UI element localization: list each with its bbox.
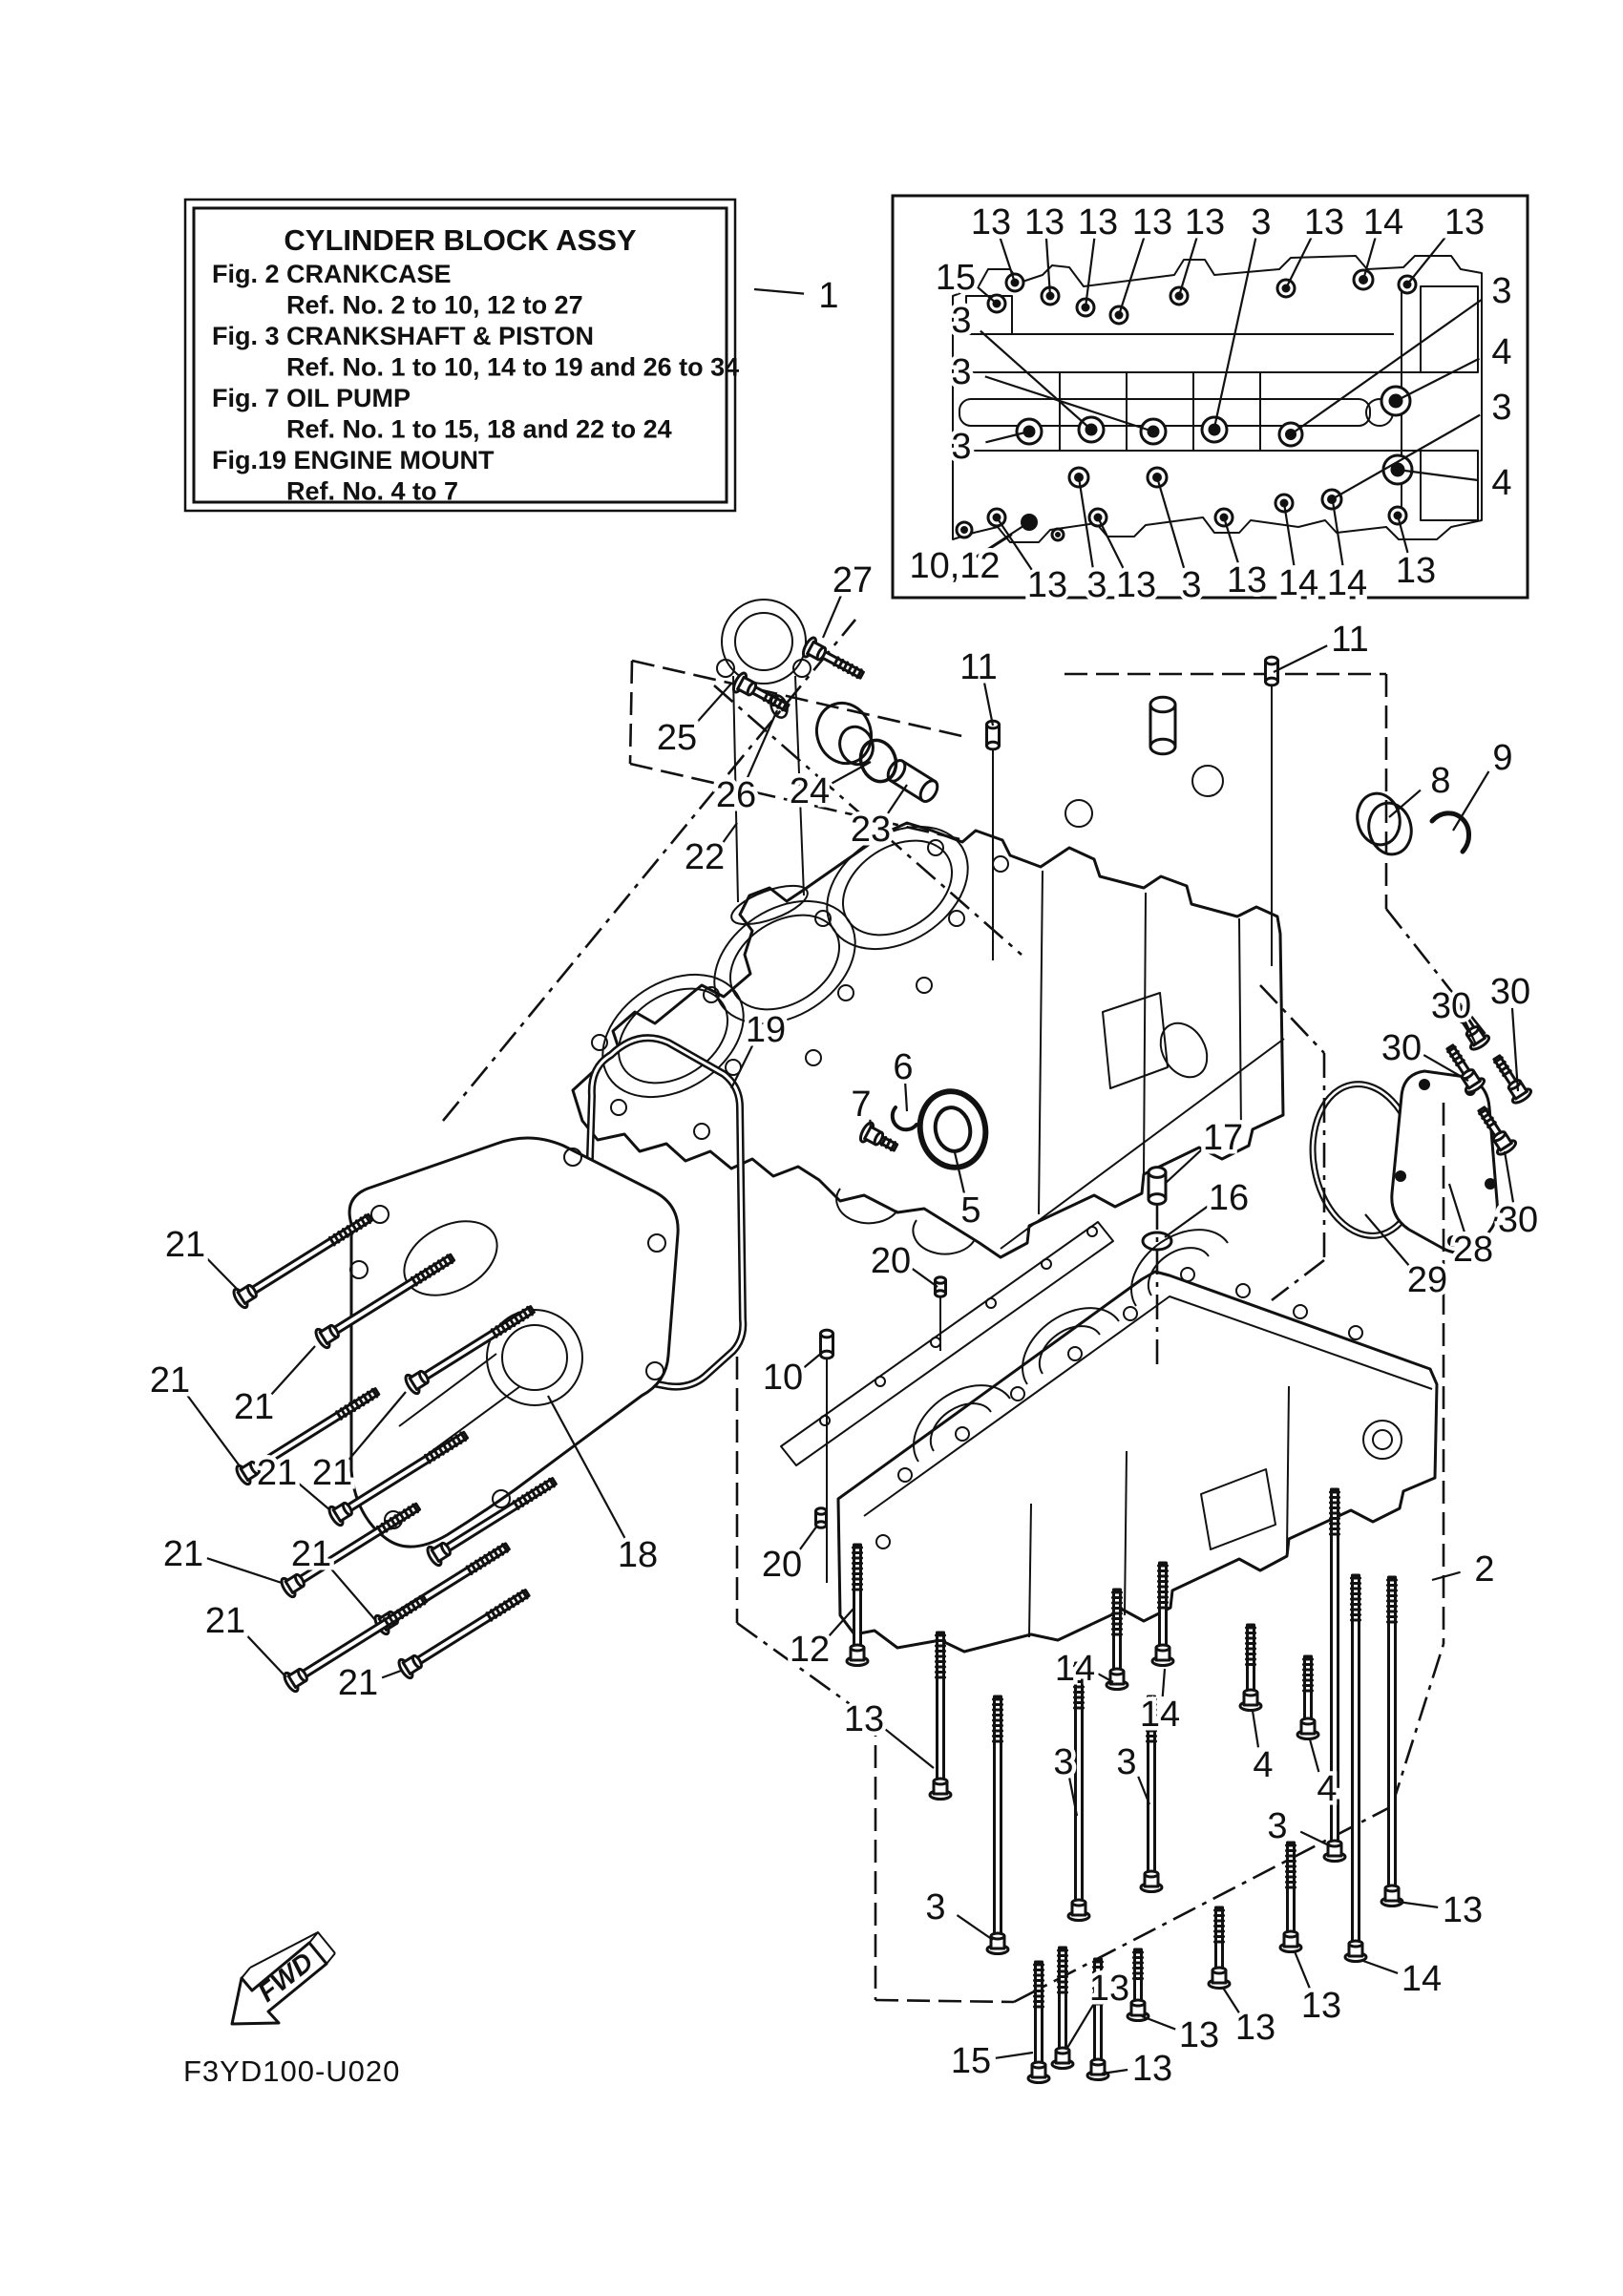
callout-ref-13: 13 bbox=[1234, 2008, 1276, 2048]
callout-ref-24: 24 bbox=[789, 771, 831, 811]
callout-ref-4: 4 bbox=[1253, 1745, 1274, 1785]
callout-leader bbox=[1432, 1572, 1461, 1580]
flange-bolt bbox=[987, 1696, 1008, 1954]
callout-leader bbox=[1253, 1711, 1258, 1747]
callout-ref-14: 14 bbox=[1362, 202, 1404, 242]
callout-ref-29: 29 bbox=[1406, 1260, 1448, 1300]
callout-ref-10: 10 bbox=[762, 1358, 804, 1398]
callout-ref-5: 5 bbox=[960, 1190, 981, 1231]
callout-ref-27: 27 bbox=[832, 560, 874, 600]
callout-ref-15: 15 bbox=[950, 2041, 992, 2081]
callout-ref-16: 16 bbox=[1208, 1178, 1250, 1218]
callout-leader bbox=[747, 710, 777, 779]
callout-ref-19: 19 bbox=[745, 1010, 787, 1050]
dowel-pin bbox=[1149, 1168, 1166, 1205]
legend-title: CYLINDER BLOCK ASSY bbox=[284, 223, 637, 257]
callout-ref-21: 21 bbox=[337, 1663, 379, 1703]
callout-ref-23: 23 bbox=[850, 810, 892, 850]
callout-ref-11: 11 bbox=[959, 647, 998, 687]
flange-bolt bbox=[1128, 1949, 1149, 2021]
callout-ref-13: 13 bbox=[1178, 2015, 1220, 2055]
callout-ref-30: 30 bbox=[1489, 972, 1531, 1012]
callout-leader bbox=[984, 683, 993, 726]
drawing-code: F3YD100-U020 bbox=[183, 2054, 401, 2088]
callout-leader bbox=[804, 1352, 823, 1368]
callout-ref-22: 22 bbox=[684, 837, 726, 877]
callout-ref-30: 30 bbox=[1430, 986, 1472, 1026]
callout-ref-3: 3 bbox=[1181, 565, 1202, 605]
callout-ref-14: 14 bbox=[1139, 1695, 1181, 1735]
callout-ref-21: 21 bbox=[256, 1453, 298, 1493]
callout-ref-14: 14 bbox=[1401, 1959, 1443, 1999]
callout-leader bbox=[1310, 1739, 1318, 1772]
flange-bolt bbox=[1280, 1843, 1301, 1952]
group-boundary bbox=[1392, 1644, 1444, 1806]
dowel-pin bbox=[1150, 697, 1175, 754]
callout-ref-21: 21 bbox=[290, 1534, 332, 1574]
fwd-direction-stamp bbox=[232, 1932, 335, 2024]
callout-ref-30: 30 bbox=[1381, 1028, 1423, 1068]
pump-mount-tower bbox=[717, 600, 812, 932]
callout-ref-21: 21 bbox=[162, 1534, 204, 1574]
callout-leader bbox=[207, 1558, 282, 1583]
callout-leader bbox=[1142, 2016, 1175, 2030]
legend-line: Fig. 3 CRANKSHAFT & PISTON bbox=[212, 322, 595, 350]
callout-ref-3: 3 bbox=[1116, 1742, 1137, 1782]
callout-leader bbox=[1505, 1151, 1513, 1202]
legend-line: Ref. No. 1 to 15, 18 and 22 to 24 bbox=[286, 414, 672, 444]
flange-bolt bbox=[930, 1632, 951, 1800]
callout-ref-3: 3 bbox=[1053, 1742, 1074, 1782]
seal-ring bbox=[1364, 799, 1416, 858]
callout-leader bbox=[1295, 1951, 1310, 1990]
callout-ref-1: 1 bbox=[818, 276, 839, 316]
flange-bolt bbox=[1052, 1948, 1073, 2069]
flange-bolt bbox=[1297, 1656, 1318, 1739]
legend-line: Fig. 7 OIL PUMP bbox=[212, 384, 411, 412]
seal-ring bbox=[1353, 790, 1404, 849]
callout-ref-14: 14 bbox=[1277, 563, 1319, 603]
callout-leader bbox=[913, 1269, 938, 1287]
bolt-hole-center bbox=[1055, 532, 1061, 537]
callout-leader bbox=[823, 595, 841, 638]
fwd-label: FWD bbox=[252, 1946, 319, 2008]
callout-leader bbox=[996, 2053, 1033, 2058]
callout-ref-15: 15 bbox=[935, 258, 977, 298]
callout-ref-20: 20 bbox=[761, 1545, 803, 1585]
crankcase-cover bbox=[349, 1138, 678, 1547]
flange-bolt bbox=[1028, 1962, 1049, 2083]
callout-ref-13: 13 bbox=[1131, 2049, 1173, 2089]
callout-ref-4: 4 bbox=[1491, 332, 1512, 372]
callout-ref-17: 17 bbox=[1202, 1118, 1244, 1158]
callout-ref-21: 21 bbox=[233, 1387, 275, 1427]
flange-bolt bbox=[1488, 1052, 1533, 1106]
callout-leader bbox=[1363, 1961, 1398, 1973]
callout-ref-3: 3 bbox=[1251, 202, 1272, 242]
legend-box bbox=[185, 200, 739, 511]
callout-ref-13: 13 bbox=[1023, 202, 1065, 242]
callout-leader bbox=[1453, 771, 1488, 831]
callout-leader bbox=[1274, 645, 1327, 672]
callout-ref-11: 11 bbox=[1331, 620, 1369, 660]
callout-leader bbox=[204, 1255, 239, 1291]
dowel-pin bbox=[821, 1330, 833, 1359]
dowel-pin bbox=[885, 757, 941, 804]
callout-ref-3: 3 bbox=[925, 1887, 946, 1927]
bolt-location-inset bbox=[893, 196, 1528, 598]
callout-ref-21: 21 bbox=[149, 1360, 191, 1401]
callout-ref-7: 7 bbox=[851, 1085, 872, 1125]
callout-leader bbox=[1163, 1669, 1165, 1696]
callout-ref-21: 21 bbox=[164, 1225, 206, 1265]
flange-bolt bbox=[1381, 1577, 1402, 1906]
callout-ref-3: 3 bbox=[1086, 565, 1107, 605]
callout-ref-3: 3 bbox=[1267, 1806, 1288, 1846]
callout-ref-10,12: 10,12 bbox=[909, 546, 1001, 586]
callout-ref-8: 8 bbox=[1430, 761, 1451, 801]
callout-ref-9: 9 bbox=[1492, 738, 1513, 778]
callout-ref-21: 21 bbox=[204, 1601, 246, 1641]
callout-ref-13: 13 bbox=[1300, 1986, 1342, 2026]
callout-ref-13: 13 bbox=[1303, 202, 1345, 242]
flange-bolt bbox=[1209, 1907, 1230, 1989]
callout-leader bbox=[328, 1566, 376, 1621]
legend-line: Ref. No. 2 to 10, 12 to 27 bbox=[286, 290, 583, 320]
cylinder-block-upper bbox=[573, 600, 1284, 1257]
callout-ref-3: 3 bbox=[1491, 388, 1512, 428]
callout-ref-13: 13 bbox=[1115, 565, 1157, 605]
callout-ref-21: 21 bbox=[311, 1453, 353, 1493]
dowel-pin bbox=[816, 1508, 827, 1528]
legend-line: Ref. No. 4 to 7 bbox=[286, 476, 459, 506]
group-boundary bbox=[630, 661, 632, 764]
callout-ref-13: 13 bbox=[1226, 560, 1268, 600]
legend-line: Fig. 2 CRANKCASE bbox=[212, 260, 452, 288]
callout-ref-14: 14 bbox=[1326, 563, 1368, 603]
callout-ref-13: 13 bbox=[1444, 202, 1486, 242]
callout-ref-25: 25 bbox=[656, 718, 698, 758]
flange-bolt bbox=[1345, 1575, 1366, 1962]
side-cover-group bbox=[1301, 1071, 1497, 1253]
callout-ref-13: 13 bbox=[1088, 1969, 1130, 2009]
callout-ref-20: 20 bbox=[870, 1241, 912, 1281]
callout-ref-13: 13 bbox=[1131, 202, 1173, 242]
callout-ref-28: 28 bbox=[1452, 1230, 1494, 1270]
callout-ref-3: 3 bbox=[951, 352, 972, 392]
callout-ref-13: 13 bbox=[1395, 551, 1437, 591]
callout-ref-3: 3 bbox=[951, 301, 972, 341]
callout-leader bbox=[185, 1393, 241, 1467]
callout-ref-4: 4 bbox=[1317, 1769, 1338, 1809]
callout-leader bbox=[1165, 1207, 1208, 1237]
callout-leader bbox=[884, 1728, 934, 1768]
callout-ref-3: 3 bbox=[951, 427, 972, 467]
callout-leader bbox=[1398, 1902, 1438, 1907]
callout-ref-13: 13 bbox=[970, 202, 1012, 242]
callout-ref-13: 13 bbox=[1442, 1890, 1484, 1930]
bolt-hole-center bbox=[960, 526, 968, 534]
group-boundary bbox=[875, 2000, 1014, 2002]
legend-line: Ref. No. 1 to 10, 14 to 19 and 26 to 34 bbox=[286, 352, 740, 382]
callout-leader bbox=[957, 1915, 993, 1940]
group-boundary bbox=[1272, 1260, 1324, 1300]
flange-bolt bbox=[1240, 1625, 1261, 1711]
callout-ref-4: 4 bbox=[1491, 463, 1512, 503]
callout-ref-14: 14 bbox=[1054, 1649, 1096, 1689]
callout-leader bbox=[1300, 1832, 1331, 1846]
callout-ref-3: 3 bbox=[1491, 271, 1512, 311]
callout-leader bbox=[754, 289, 804, 294]
callout-leader bbox=[272, 1346, 315, 1394]
callout-ref-26: 26 bbox=[715, 775, 757, 815]
callout-ref-13: 13 bbox=[843, 1699, 885, 1739]
circlip bbox=[1432, 813, 1469, 852]
callout-ref-30: 30 bbox=[1497, 1200, 1539, 1240]
callout-leader bbox=[695, 684, 731, 725]
callout-ref-13: 13 bbox=[1026, 565, 1068, 605]
callout-ref-13: 13 bbox=[1184, 202, 1226, 242]
callout-ref-2: 2 bbox=[1474, 1549, 1495, 1590]
callout-ref-6: 6 bbox=[893, 1047, 914, 1087]
legend-line: Fig.19 ENGINE MOUNT bbox=[212, 446, 495, 474]
callout-ref-12: 12 bbox=[789, 1630, 831, 1670]
callout-ref-18: 18 bbox=[617, 1535, 659, 1575]
callout-ref-13: 13 bbox=[1077, 202, 1119, 242]
callout-leader bbox=[382, 1671, 401, 1677]
callout-leader bbox=[243, 1632, 286, 1677]
flange-bolt bbox=[801, 636, 867, 685]
